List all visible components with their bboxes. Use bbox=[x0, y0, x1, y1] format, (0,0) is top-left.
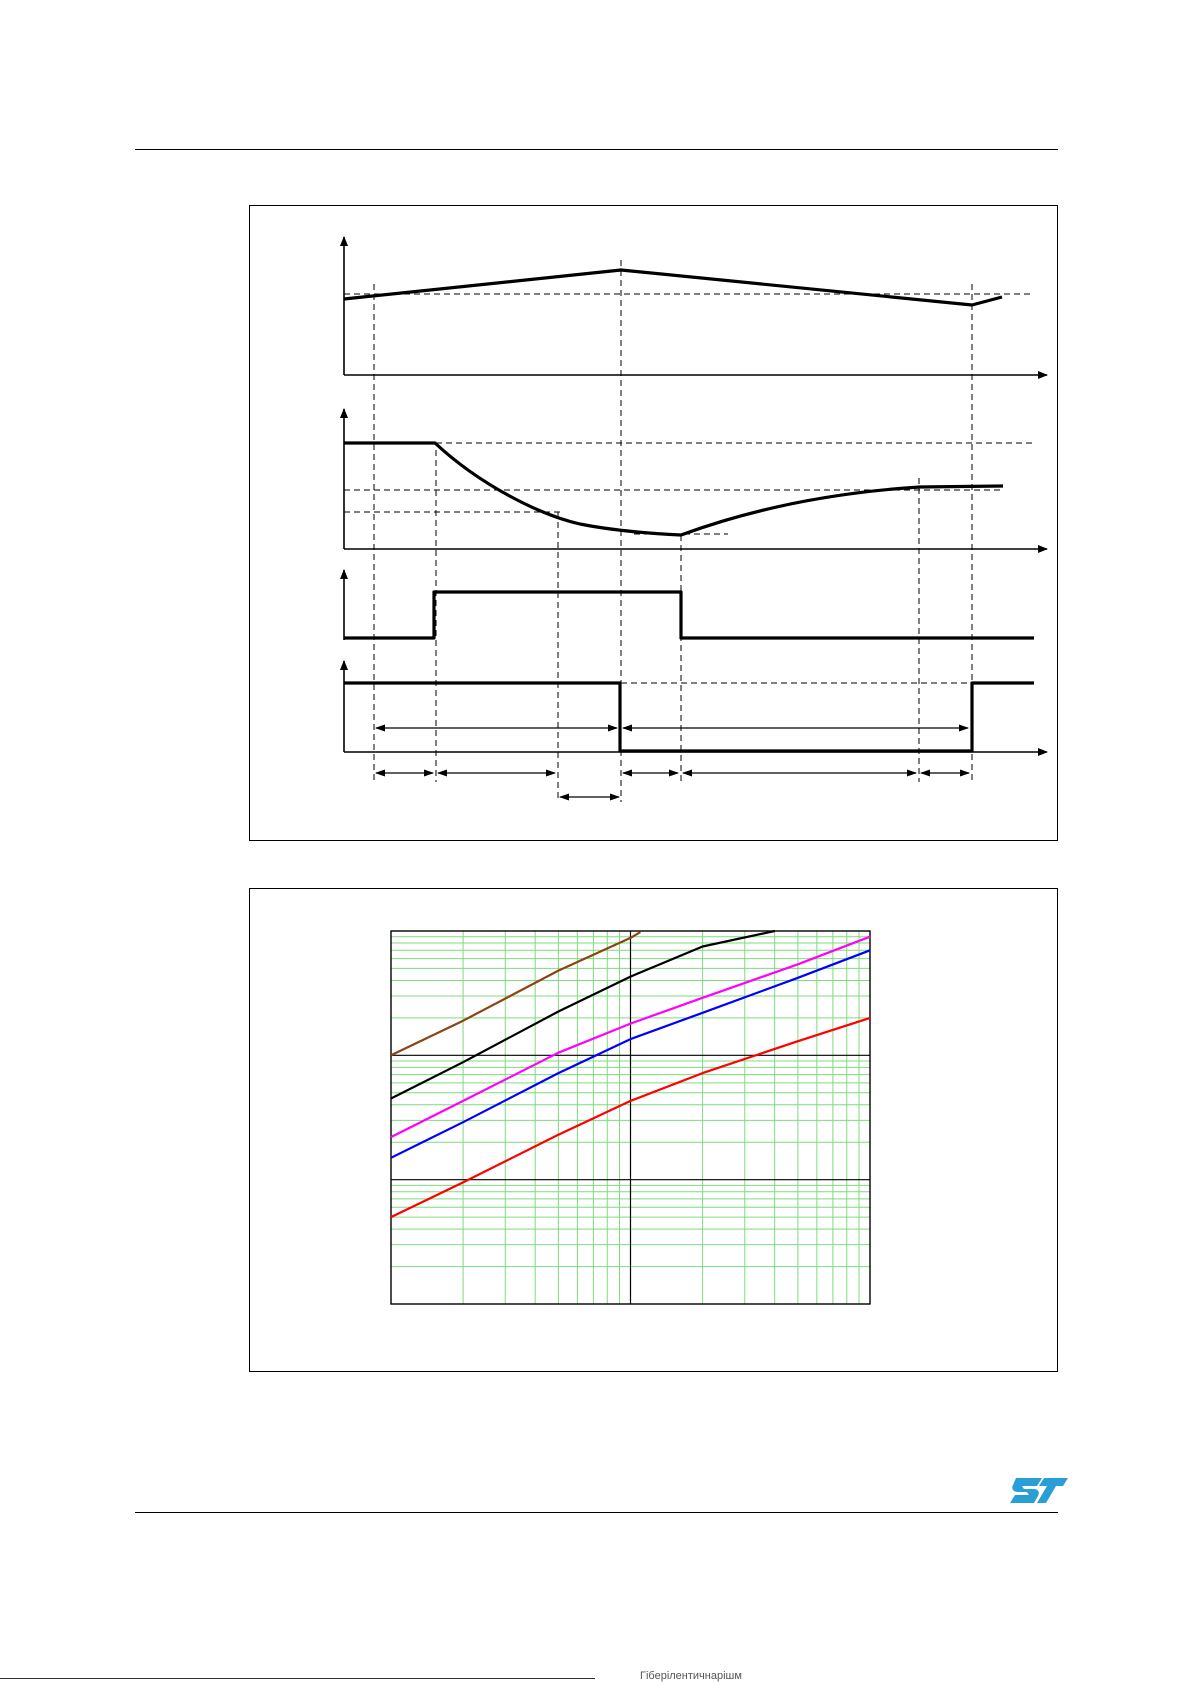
footer-rule bbox=[135, 1512, 1058, 1513]
footer-text: Гіберілентичнарішм bbox=[640, 1670, 742, 1682]
st-logo-t bbox=[1037, 1478, 1068, 1503]
st-logo-s bbox=[1010, 1478, 1042, 1503]
footer-bar bbox=[0, 1678, 595, 1679]
